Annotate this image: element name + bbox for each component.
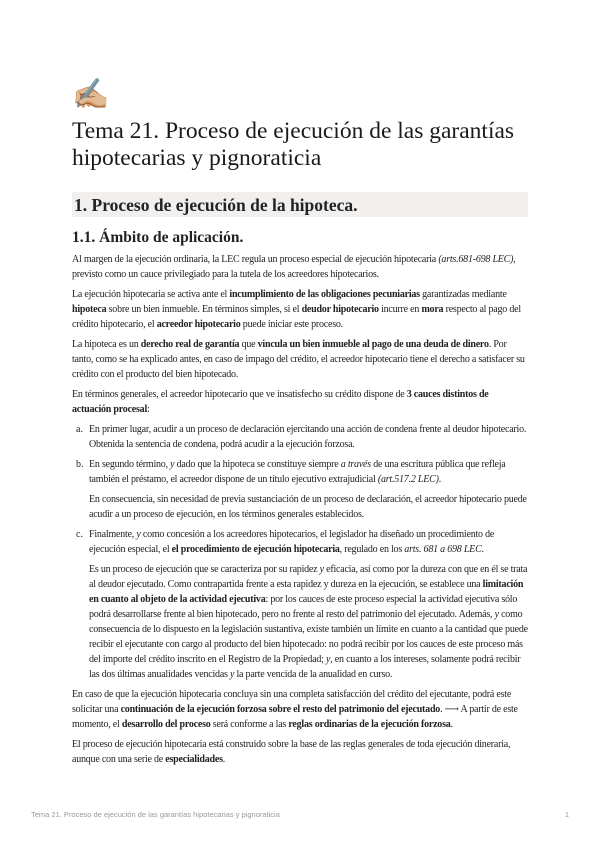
page-number: 1 bbox=[564, 810, 569, 819]
paragraph-6: El proceso de ejecución hipotecaria está construido sobre la base de las reglas generales de toda ejecución dineraria, aunque con una serie de especialidades. bbox=[72, 739, 511, 765]
list-text-c: Finalmente, y como concesión a los acreedores hipotecarios, el legislador ha diseñado un procedimiento de ejecución especial, el el procedimiento de ejecución hipotecaria, regulado en los arts. 681 a 698 LEC. bbox=[89, 529, 495, 555]
list-text-a: En primer lugar, acudir a un proceso de declaración ejercitando una acción de condena frente al deudor hipotecario. Obtenida la sentencia de condena, podrá acudir a la ejecución forzosa. bbox=[89, 424, 527, 450]
section-heading-1: 1. Proceso de ejecución de la hipoteca. bbox=[72, 192, 528, 217]
list-label-a: a. bbox=[76, 424, 83, 435]
list-followup-c: Es un proceso de ejecución que se caracteriza por su rapidez y eficacia, así como por la dureza con que en él se trata al deudor ejecutado. Como contrapartida frente a esta rapidez y dureza en la ejecución, se establece una limitación en cuanto al objeto de la actividad ejecutiva: por los cauces de este proceso especial la actividad ejecutiva sólo podrá desarrollarse frente al bien hipotecado, pero no frente al resto del patrimonio del ejecutado. Además, y como consecuencia de lo dispuesto en la legislación sustantiva, existe también un límite en cuanto a la cantidad que puede recibir el ejecutante con cargo al producto del bien hipotecado: no podrá recibir por los cauces de este proceso más del importe del crédito inscrito en el Registro de la Propiedad; y, en cuanto a los intereses, solamente podrá recibir las dos últimas anualidades vencidas y la parte vencida de la anualidad en curso. bbox=[89, 564, 528, 680]
list-label-c: c. bbox=[76, 529, 83, 540]
list-item-b bbox=[72, 457, 528, 522]
paragraph-4: En términos generales, el acreedor hipotecario que ve insatisfecho su crédito dispone de 3 cauces distintos de actuación procesal: bbox=[72, 389, 489, 415]
paragraph-2: La ejecución hipotecaria se activa ante el incumplimiento de las obligaciones pecuniarias garantizadas mediante hipoteca sobre un bien inmueble. En términos simples, si el deudor hipotecario incurre en mora respecto al pago del crédito hipotecario, el acreedor hipotecario puede iniciar este proceso. bbox=[72, 289, 521, 330]
footer-title: Tema 21. Proceso de ejecución de las garantías hipotecarias y pignoraticia bbox=[31, 810, 280, 819]
page-content bbox=[72, 118, 528, 772]
list-followup-b: En consecuencia, sin necesidad de previa sustanciación de un proceso de declaración, el acreedor hipotecario puede acudir a un proceso de ejecución, en los términos generales establecidos. bbox=[89, 494, 527, 520]
page-title: Tema 21. Proceso de ejecución de las garantías hipotecarias y pignoraticia bbox=[72, 118, 515, 171]
paragraph-5: En caso de que la ejecución hipotecaria concluya sin una completa satisfacción del crédito del ejecutante, podrá este solicitar una continuación de la ejecución forzosa sobre el resto del patrimonio del ejecutado. ⟶ A partir de este momento, el desarrollo del proceso será conforme a las reglas ordinarias de la ejecución forzosa. bbox=[72, 689, 518, 730]
list-item-c bbox=[72, 527, 528, 682]
page-footer bbox=[31, 810, 569, 819]
writing-hand-icon: ✍🏼 bbox=[72, 77, 110, 112]
paragraph-1: Al margen de la ejecución ordinaria, la LEC regula un proceso especial de ejecución hipotecaria (arts.681-698 LEC), previsto como un cauce privilegiado para la tutela de los acreedores hipotecarios. bbox=[72, 254, 516, 280]
subsection-heading-1-1: 1.1. Ámbito de aplicación. bbox=[72, 229, 244, 246]
list-item-a bbox=[72, 422, 528, 452]
paragraph-3: La hipoteca es un derecho real de garantía que vincula un bien inmueble al pago de una deuda de dinero. Por tanto, como se ha explicado antes, en caso de impago del crédito, el acreedor hipotecario tiene el derecho a satisfacer su crédito con el producto del bien hipotecado. bbox=[72, 339, 525, 380]
list-label-b: b. bbox=[76, 459, 84, 470]
list-text-b: En segundo término, y dado que la hipoteca se constituye siempre a través de una escritura pública que refleja también el préstamo, el acreedor dispone de un título ejecutivo extrajudicial (art.517.2 LEC). bbox=[89, 459, 506, 485]
